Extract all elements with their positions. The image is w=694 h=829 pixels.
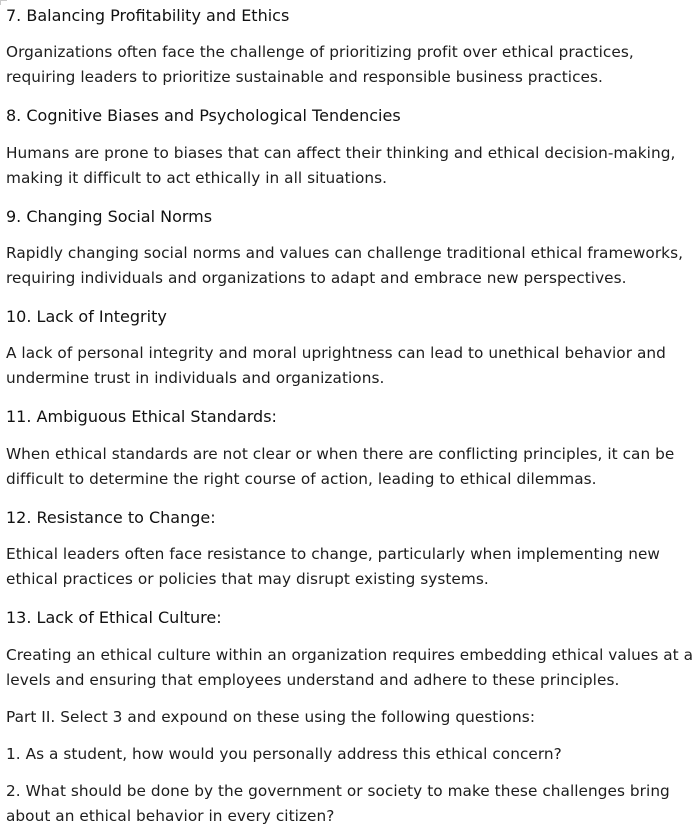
section-heading-7: 7. Balancing Profitability and Ethics	[6, 6, 290, 25]
section-text-8	[6, 141, 675, 191]
section-text-line: Creating an ethical culture within an organization requires embedding ethical values at a	[6, 646, 694, 664]
section-heading-11: 11. Ambiguous Ethical Standards:	[6, 407, 277, 426]
part2-question-1: 1. As a student, how would you personally address this ethical concern?	[6, 745, 562, 763]
question-text-line: about an ethical behavior in every citizen?	[6, 807, 335, 825]
page-corner-mark	[0, 0, 7, 5]
question-text-line: 2. What should be done by the government or society to make these challenges bring	[6, 782, 670, 800]
section-text-line: Rapidly changing social norms and values can challenge traditional ethical frameworks,	[6, 244, 684, 262]
section-text-line: requiring individuals and organizations to adapt and embrace new perspectives.	[6, 269, 627, 287]
section-heading-8: 8. Cognitive Biases and Psychological Tendencies	[6, 106, 401, 125]
section-heading-9: 9. Changing Social Norms	[6, 207, 213, 226]
section-text-line: making it difficult to act ethically in all situations.	[6, 169, 388, 187]
section-text-9	[6, 241, 683, 291]
section-heading-12: 12. Resistance to Change:	[6, 508, 216, 527]
section-text-line: levels and ensuring that employees understand and adhere to these principles.	[6, 671, 620, 689]
section-text-line: difficult to determine the right course of action, leading to ethical dilemmas.	[6, 470, 597, 488]
section-text-7	[6, 40, 634, 90]
section-heading-10: 10. Lack of Integrity	[6, 307, 167, 326]
part2-question-2	[6, 779, 670, 829]
section-text-line: Ethical leaders often face resistance to change, particularly when implementing new	[6, 545, 660, 563]
section-text-line: ethical practices or policies that may disrupt existing systems.	[6, 570, 489, 588]
section-text-line: A lack of personal integrity and moral uprightness can lead to unethical behavior and	[6, 344, 666, 362]
section-text-10	[6, 341, 666, 391]
section-text-line: undermine trust in individuals and organizations.	[6, 369, 385, 387]
section-text-line: When ethical standards are not clear or when there are conflicting principles, it can be	[6, 445, 675, 463]
section-heading-13: 13. Lack of Ethical Culture:	[6, 608, 222, 627]
section-text-13	[6, 643, 693, 693]
section-text-11	[6, 442, 674, 492]
part2-intro: Part II. Select 3 and expound on these using the following questions:	[6, 708, 536, 726]
section-text-line: Organizations often face the challenge of prioritizing profit over ethical practices,	[6, 43, 634, 61]
section-text-line: requiring leaders to prioritize sustainable and responsible business practices.	[6, 68, 603, 86]
section-text-12	[6, 542, 660, 592]
section-text-line: Humans are prone to biases that can affect their thinking and ethical decision-making,	[6, 144, 676, 162]
